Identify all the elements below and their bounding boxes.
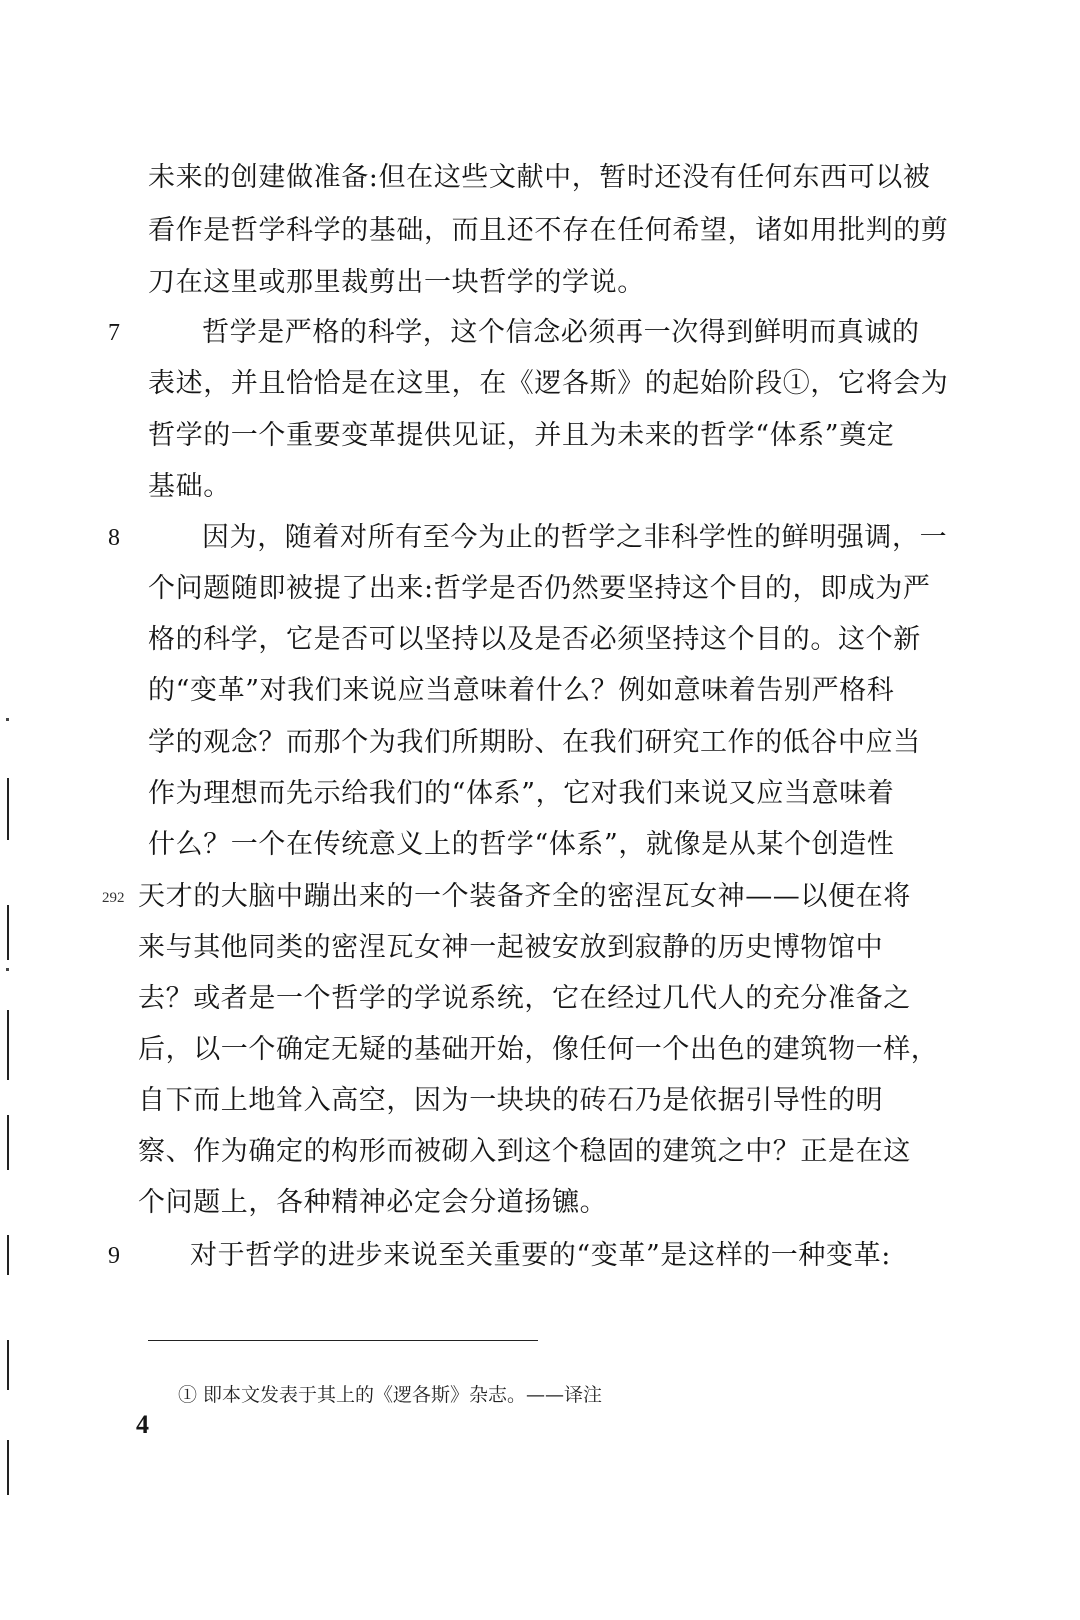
text-line-20: 察、作为确定的构形而被砌入到这个稳固的建筑之中？正是在这 — [138, 1136, 911, 1167]
text-line-14: 什么？一个在传统意义上的哲学“体系”，就像是从某个创造性 — [148, 829, 895, 860]
text-line-2: 看作是哲学科学的基础，而且还不存在任何希望，诸如用批判的剪 — [148, 215, 949, 246]
text-line-12: 学的观念？而那个为我们所期盼、在我们研究工作的低谷中应当 — [148, 727, 921, 758]
scan-edge-mark — [7, 1115, 9, 1170]
text-line-6: 哲学的一个重要变革提供见证，并且为未来的哲学“体系”奠定 — [148, 420, 895, 451]
text-line-10: 格的科学，它是否可以坚持以及是否必须坚持这个目的。这个新 — [148, 624, 921, 655]
scan-edge-mark — [7, 1010, 9, 1080]
text-line-15: 天才的大脑中蹦出来的一个装备齐全的密涅瓦女神——以便在将 — [138, 881, 911, 912]
text-line-13: 作为理想而先示给我们的“体系”，它对我们来说又应当意味着 — [148, 778, 895, 809]
scan-edge-mark — [7, 1235, 9, 1275]
scan-edge-mark — [7, 905, 9, 960]
margin-page-ref: 292 — [102, 890, 125, 906]
text-line-7: 基础。 — [148, 471, 231, 502]
scan-edge-mark — [7, 1440, 9, 1495]
text-line-21: 个问题上，各种精神必定会分道扬镳。 — [138, 1187, 608, 1218]
scan-edge-dot — [6, 718, 9, 721]
footnote: ① 即本文发表于其上的《逻各斯》杂志。——译注 — [178, 1384, 603, 1406]
paragraph-number-8: 8 — [108, 525, 120, 551]
text-line-16: 来与其他同类的密涅瓦女神一起被安放到寂静的历史博物馆中 — [138, 932, 884, 963]
text-line-11: 的“变革”对我们来说应当意味着什么？例如意味着告别严格科 — [148, 675, 895, 706]
text-line-19: 自下而上地耸入高空，因为一块块的砖石乃是依据引导性的明 — [138, 1085, 884, 1116]
text-line-4: 哲学是严格的科学，这个信念必须再一次得到鲜明而真诚的 — [202, 317, 920, 348]
text-line-17: 去？或者是一个哲学的学说系统，它在经过几代人的充分准备之 — [138, 983, 911, 1014]
page-number: 4 — [136, 1410, 149, 1439]
scan-edge-mark — [7, 778, 9, 840]
paragraph-number-7: 7 — [108, 320, 120, 346]
text-line-5: 表述，并且恰恰是在这里，在《逻各斯》的起始阶段①，它将会为 — [148, 368, 949, 399]
text-line-22: 对于哲学的进步来说至关重要的“变革”是这样的一种变革: — [190, 1240, 891, 1271]
paragraph-number-9: 9 — [108, 1243, 120, 1269]
footnote-divider — [148, 1340, 538, 1341]
text-line-9: 个问题随即被提了出来:哲学是否仍然要坚持这个目的，即成为严 — [148, 573, 931, 604]
text-line-1: 未来的创建做准备:但在这些文献中，暂时还没有任何东西可以被 — [148, 162, 931, 193]
scan-edge-dot — [6, 968, 9, 971]
text-line-18: 后，以一个确定无疑的基础开始，像任何一个出色的建筑物一样， — [138, 1034, 939, 1065]
text-line-3: 刀在这里或那里裁剪出一块哲学的学说。 — [148, 267, 645, 298]
text-line-8: 因为，随着对所有至今为止的哲学之非科学性的鲜明强调，一 — [202, 522, 948, 553]
scan-edge-mark — [7, 1340, 9, 1390]
